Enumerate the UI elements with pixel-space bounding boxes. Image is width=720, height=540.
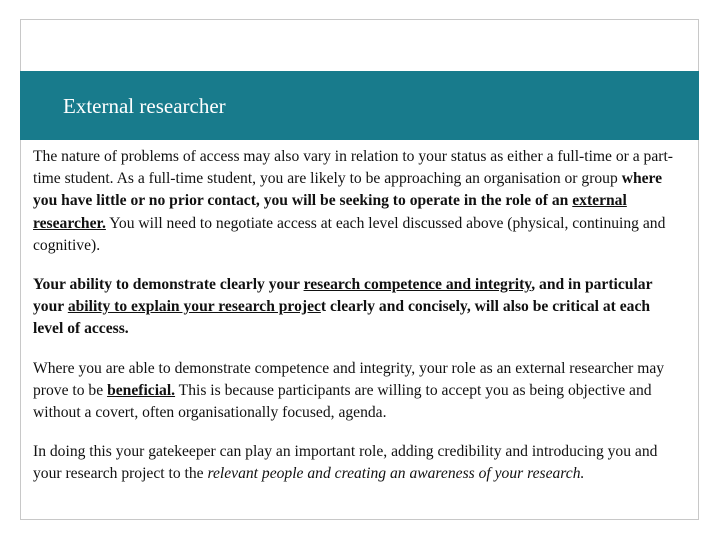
paragraph-text: In doing this your gatekeeper can play an important role, adding credibility and introducing you and your research project to the <box>33 443 658 483</box>
paragraph-text: Where you are able to demonstrate competence and integrity, your role as an external researcher may prove to be <box>33 359 665 399</box>
paragraph-text: You will need to negotiate access at each level discussed above (physical, continuing and cognitive). <box>33 214 666 254</box>
slide-title: External researcher <box>63 94 226 118</box>
emphasis-text: where you have little or no prior contact, you will be seeking to operate in the role of an <box>33 170 663 210</box>
emphasis-term-external-researcher: external researcher. <box>33 192 627 232</box>
paragraph-access-status <box>33 146 681 257</box>
slide-body <box>33 146 681 503</box>
emphasis-term-explain-project: ability to explain your research projec <box>67 298 321 316</box>
paragraph-text: Your ability to demonstrate clearly your <box>33 276 304 294</box>
paragraph-text: This is because participants are willing to accept you as being objective and without a covert, often organisationally focused, agenda. <box>33 381 652 422</box>
paragraph-text: , and in particular your <box>33 276 653 316</box>
emphasis-italic-text: relevant people and creating an awareness of your research. <box>207 465 585 483</box>
paragraph-text: The nature of problems of access may also vary in relation to your status as either a full-time or a part-time student. As a full-time student, you are likely to be approaching an organisation or group <box>33 148 673 188</box>
paragraph-text: t clearly and concisely, will also be critical at each level of access. <box>33 298 651 338</box>
paragraph-gatekeeper <box>33 441 681 485</box>
emphasis-term-competence: research competence and integrity <box>303 276 532 294</box>
emphasis-term-beneficial: beneficial. <box>107 381 176 399</box>
paragraph-beneficial <box>33 358 681 425</box>
paragraph-ability <box>33 274 681 341</box>
